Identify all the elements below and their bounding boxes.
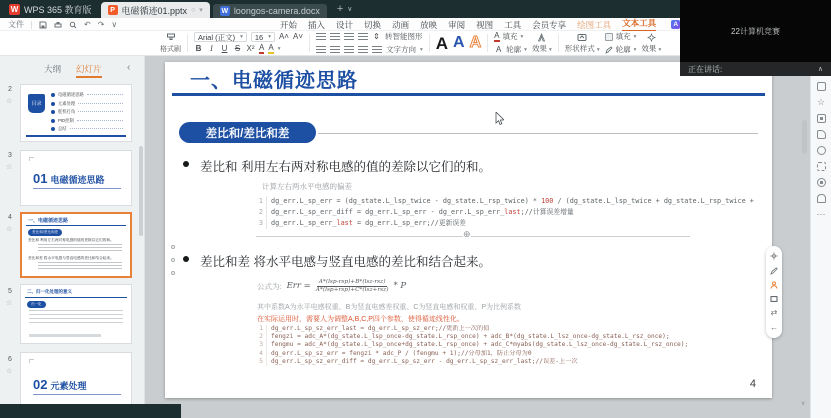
tab-transition[interactable]: 切换: [364, 19, 382, 30]
plus-icon: +: [336, 3, 344, 15]
animation-icon[interactable]: [817, 146, 826, 155]
wps-ai-icon: A: [671, 20, 680, 29]
formula-tail: * P: [393, 281, 407, 292]
code-line: 1 dg_err.L_sp_err = (dg_state.L_lsp_twice - dg_state.L_rsp_twice) * 100 / (dg_state.L_lsp_twice + dg_state.L_rsp_twice +: [258, 197, 754, 205]
bullet-icon: [183, 161, 189, 167]
preview-icon[interactable]: [69, 21, 77, 29]
properties-icon[interactable]: [817, 82, 826, 91]
meeting-room-title: 22计算机竞赛: [731, 26, 780, 36]
toc-badge: 目录: [28, 94, 45, 113]
code-preview: [38, 262, 122, 270]
text-effects-icon: [537, 33, 546, 42]
chevron-down-icon: ▾: [420, 46, 423, 53]
font-name-select[interactable]: Arial (正文) ▾: [194, 32, 247, 42]
tab-member[interactable]: 会员专享: [532, 19, 567, 30]
slide-title[interactable]: 一、电磁循迹思路: [190, 70, 358, 92]
leader-line: [318, 133, 758, 134]
formula-fraction: $\frac{\text{A*(lsp-rsp)+B*(lsz-rsz)}}{\text{A*(lsp+rsp)+C*(lsz+rsz)}}$: [315, 279, 389, 293]
taskbar-fragment: [0, 404, 181, 418]
decorative-corner: [29, 359, 34, 363]
slide-thumbnail-4-selected[interactable]: 一、电磁循迹思路 差比和/差比和差 差比和 利用左右两对称电感的值的差除以它们的和。 差比和差 将水平电感与竖直电感的差比和结合起来。: [20, 212, 132, 278]
bullet-icon: [183, 256, 189, 262]
title-underline: [172, 93, 765, 96]
shape-effects-button[interactable]: 效果 ▾: [641, 33, 661, 54]
font-color-button[interactable]: A: [259, 43, 265, 52]
placeholder-border: [256, 236, 690, 237]
text-direction-button[interactable]: 文字方向: [386, 45, 416, 54]
speaking-label: 正在讲话:: [688, 64, 723, 74]
warning-text: 在实际运用时，需要人为调整A,B,C,P四个参数，使得循迹线性化。: [257, 316, 464, 323]
align-center-icon[interactable]: [330, 46, 340, 54]
line-spacing-icon[interactable]: ⇕: [373, 31, 380, 41]
collapse-panel-icon[interactable]: ‹: [127, 62, 131, 73]
code-line: 4 dg_err.L_sp_sz_err = fengzi * adc_P / (fengmu + 1);//分母加1，防止分母为0: [257, 350, 757, 358]
increase-indent-icon[interactable]: [358, 33, 368, 41]
text-preset-black[interactable]: A: [435, 33, 449, 53]
star-icon: ☆: [6, 300, 13, 307]
more-icon[interactable]: ⋯: [816, 209, 826, 219]
tab-slides[interactable]: 幻灯片: [76, 63, 102, 78]
decrease-indent-icon[interactable]: [344, 33, 354, 41]
collapse-chevron-icon[interactable]: ∧: [817, 66, 823, 73]
laser-rect-icon[interactable]: [770, 295, 778, 303]
bold-button[interactable]: B: [195, 44, 202, 53]
format-painter-icon: [166, 33, 176, 43]
floating-tool-pill: [766, 246, 782, 338]
code-line: 2 fengzi = adc_A*(dg_state.L_lsp_once-dg_state.L_rsp_once) + adc_B*(dg_state.L_lsz_once-dg_state.L_rsz_once);: [257, 333, 757, 341]
text-preset-blue[interactable]: A: [453, 34, 465, 51]
section-title: 01 电磁循迹思路: [33, 171, 105, 186]
bullet-icon: [51, 127, 55, 131]
wps-home-button[interactable]: [0, 0, 101, 18]
ribbon-tabs: [280, 18, 732, 31]
selection-pane-icon[interactable]: [817, 162, 826, 171]
current-slide[interactable]: [165, 62, 772, 398]
note-text: 其中系数A为水平电感权重、B为竖直电感差权重、C为竖直电感和权重、P为比例系数: [257, 304, 522, 311]
bullet-list-icon[interactable]: [316, 33, 326, 41]
code-block-1[interactable]: [257, 196, 757, 229]
divider: [26, 135, 126, 137]
slide-thumbnail-5[interactable]: 二、归一化处理的意义 归一化: [20, 284, 132, 344]
history-icon[interactable]: [817, 194, 826, 203]
more-commands-icon[interactable]: ∨: [111, 19, 118, 29]
save-icon[interactable]: [39, 21, 47, 29]
slide-canvas: [146, 56, 810, 418]
shape-style-icon: [577, 33, 587, 42]
underline-button[interactable]: U: [221, 44, 228, 53]
formula-row: [257, 279, 406, 294]
bullet-item-2[interactable]: 差比和差 将水平电感与竖直电感的差比和结合起来。: [183, 252, 491, 270]
bullet-item-1[interactable]: 差比和 利用左右两对称电感的值的差除以它们的和。: [183, 157, 491, 175]
slide-thumbnail-2[interactable]: [20, 84, 132, 142]
bullet-icon: [51, 110, 55, 114]
slide-number: 6: [8, 356, 12, 363]
bullet-icon: [51, 119, 55, 123]
code-line: 3 dg_err.L_sp_err_last = dg_err.L_sp_err;//更新误差: [258, 219, 466, 227]
code-caption: 计算左右两水平电感的偏差: [262, 182, 352, 191]
doc-file-icon: W: [221, 7, 229, 15]
align-right-icon[interactable]: [344, 46, 354, 54]
slide-number: 2: [8, 86, 12, 93]
slide-number: 3: [8, 152, 12, 159]
star-icon: ☆: [6, 164, 13, 171]
divider: [26, 225, 126, 226]
settings-icon[interactable]: [770, 252, 778, 260]
justify-icon[interactable]: [358, 46, 368, 54]
document-tab-docx[interactable]: [213, 4, 327, 18]
star-icon: ☆: [6, 98, 13, 105]
shape-fill-button[interactable]: 填充 ▾: [605, 31, 637, 42]
slide-thumbnail-3[interactable]: [20, 150, 132, 206]
highlight-color-button[interactable]: A: [268, 43, 274, 52]
tab-drawing-tools[interactable]: 绘图工具: [577, 19, 612, 30]
formula-label: 公式为:: [257, 281, 282, 291]
code-preview: [38, 244, 122, 252]
chevron-down-icon[interactable]: ▾: [277, 46, 281, 52]
ppt-file-icon: P: [108, 5, 118, 15]
topic-badge[interactable]: 差比和/差比和差: [179, 122, 316, 143]
chevron-down-icon: ∨: [347, 6, 353, 13]
code-line: 3 fengmu = adc_A*(dg_state.L_lsp_once+dg_state.L_rsp_once) + adc_C*myabs(dg_state.L_lsz_once-dg_state.L_rsz_once);: [257, 341, 757, 349]
text-preview: [29, 310, 123, 324]
text-fill-button[interactable]: A 填充 ▾: [494, 30, 524, 41]
clipboard-icon[interactable]: [817, 114, 826, 123]
meeting-video-area[interactable]: [680, 0, 831, 62]
tab-insert[interactable]: 插入: [308, 19, 326, 30]
tab-title: loongos-camera.docx: [233, 6, 320, 16]
scroll-down-icon[interactable]: ∨: [801, 401, 806, 407]
presenter-icon[interactable]: [770, 281, 778, 289]
new-tab-button[interactable]: [337, 0, 353, 18]
document-tab-pptx[interactable]: [101, 2, 210, 18]
print-icon[interactable]: [54, 21, 62, 29]
star-icon: ☆: [6, 368, 13, 375]
bullet-icon: [51, 93, 55, 97]
format-painter-button[interactable]: 格式刷: [160, 33, 181, 54]
pen-icon[interactable]: [770, 267, 778, 275]
star-icon: ☆: [6, 226, 13, 233]
help-icon[interactable]: [817, 178, 826, 187]
formula-lhs: Err =: [286, 281, 311, 292]
switch-icon[interactable]: ⇄: [770, 308, 778, 318]
mouse-cursor: [495, 112, 504, 130]
tab-text-tools[interactable]: 文本工具: [622, 17, 656, 32]
strikethrough-button[interactable]: S: [234, 44, 241, 53]
quick-access-toolbar: [8, 18, 117, 31]
canvas-scrollbar[interactable]: [802, 120, 807, 154]
redo-icon[interactable]: ↷: [97, 19, 105, 29]
text-preset-outline[interactable]: A: [469, 34, 482, 51]
code-line: 1 dg_err.L_sp_sz_err_last = dg_err.L_sp_sz_err;//更新上一次的值: [257, 325, 757, 333]
distribute-icon[interactable]: [372, 46, 382, 54]
tab-outline[interactable]: 大纲: [44, 64, 62, 74]
meeting-speaking-bar[interactable]: [680, 62, 831, 76]
divider: [33, 188, 121, 189]
decorative-corner: [29, 157, 34, 161]
section-title: 02 元素处理: [33, 377, 87, 392]
brand-label: WPS 365 教育版: [24, 4, 92, 15]
decrease-font-icon[interactable]: A˅: [292, 32, 303, 41]
tab-view[interactable]: 视图: [476, 19, 494, 30]
toc-list: 电磁循迹思路 元素处理 舵机打角 PID控制 总结: [51, 91, 123, 134]
sync-status-icon: ○: [191, 6, 196, 14]
bullet-icon: [51, 102, 55, 106]
text-preview: [29, 334, 101, 337]
slide-panel-header: [0, 60, 145, 78]
tab-title: 电磁循迹01.pptx: [121, 5, 188, 16]
right-sidebar-rail: [810, 56, 831, 418]
code-line: 5 dg_err.L_sp_sz_err_diff = dg_err.L_sp_sz_err - dg_err.L_sp_sz_err_last;//误差-上一次: [257, 358, 757, 366]
crop-icon[interactable]: [817, 130, 826, 139]
increase-font-icon[interactable]: A˄: [278, 32, 289, 41]
text-outline-button[interactable]: A 轮廓 ▾: [496, 44, 527, 54]
sidebar-scrollbar[interactable]: [139, 146, 143, 236]
code-line: 2 dg_err.L_sp_err_diff = dg_err.L_sp_err - dg_err.L_sp_err_last;//计算误差增量: [258, 208, 574, 216]
shape-effects-icon: [647, 33, 656, 42]
tab-caret-icon[interactable]: ▾: [199, 7, 203, 14]
tab-tools[interactable]: 工具: [504, 19, 522, 30]
code-block-2[interactable]: [257, 325, 757, 366]
tab-home[interactable]: 开始: [280, 19, 298, 30]
divider: [31, 21, 32, 29]
slide-number: 5: [8, 288, 12, 295]
shape-outline-button[interactable]: 轮廓 ▾: [605, 44, 637, 55]
superscript-button[interactable]: X²: [246, 44, 255, 53]
selection-handle[interactable]: [171, 258, 175, 262]
italic-button[interactable]: I: [210, 44, 213, 53]
font-size-select[interactable]: 16 ▾: [251, 32, 275, 42]
smart-graphic-button[interactable]: 转智能图形: [385, 32, 423, 41]
selection-handle[interactable]: [171, 245, 175, 249]
selection-handle-icon[interactable]: ⊕: [463, 229, 471, 239]
tab-review[interactable]: 审阅: [448, 19, 466, 30]
back-icon[interactable]: ←: [770, 322, 778, 332]
selection-handle[interactable]: [171, 271, 175, 275]
wps-logo-icon: W: [10, 4, 19, 14]
pencil-icon: [605, 46, 613, 54]
tab-animation[interactable]: 动画: [392, 19, 410, 30]
favorites-icon[interactable]: ☆: [816, 97, 826, 107]
align-left-icon[interactable]: [316, 46, 326, 54]
slide-page-number: 4: [749, 378, 756, 390]
tab-slideshow[interactable]: 放映: [420, 19, 438, 30]
text-effects-button[interactable]: 效果 ▾: [532, 33, 552, 54]
divider: [25, 297, 127, 298]
meeting-overlay: [680, 0, 831, 76]
numbered-list-icon[interactable]: [330, 33, 340, 41]
fill-swatch-icon: [605, 33, 613, 41]
file-menu[interactable]: 文件: [8, 19, 24, 29]
tab-design[interactable]: 设计: [336, 19, 354, 30]
slide-number: 4: [8, 214, 12, 221]
slide-panel: [0, 56, 145, 418]
divider: [33, 394, 121, 395]
undo-icon[interactable]: ↶: [84, 19, 91, 29]
shape-style-button[interactable]: 形状样式 ▾: [565, 33, 600, 54]
